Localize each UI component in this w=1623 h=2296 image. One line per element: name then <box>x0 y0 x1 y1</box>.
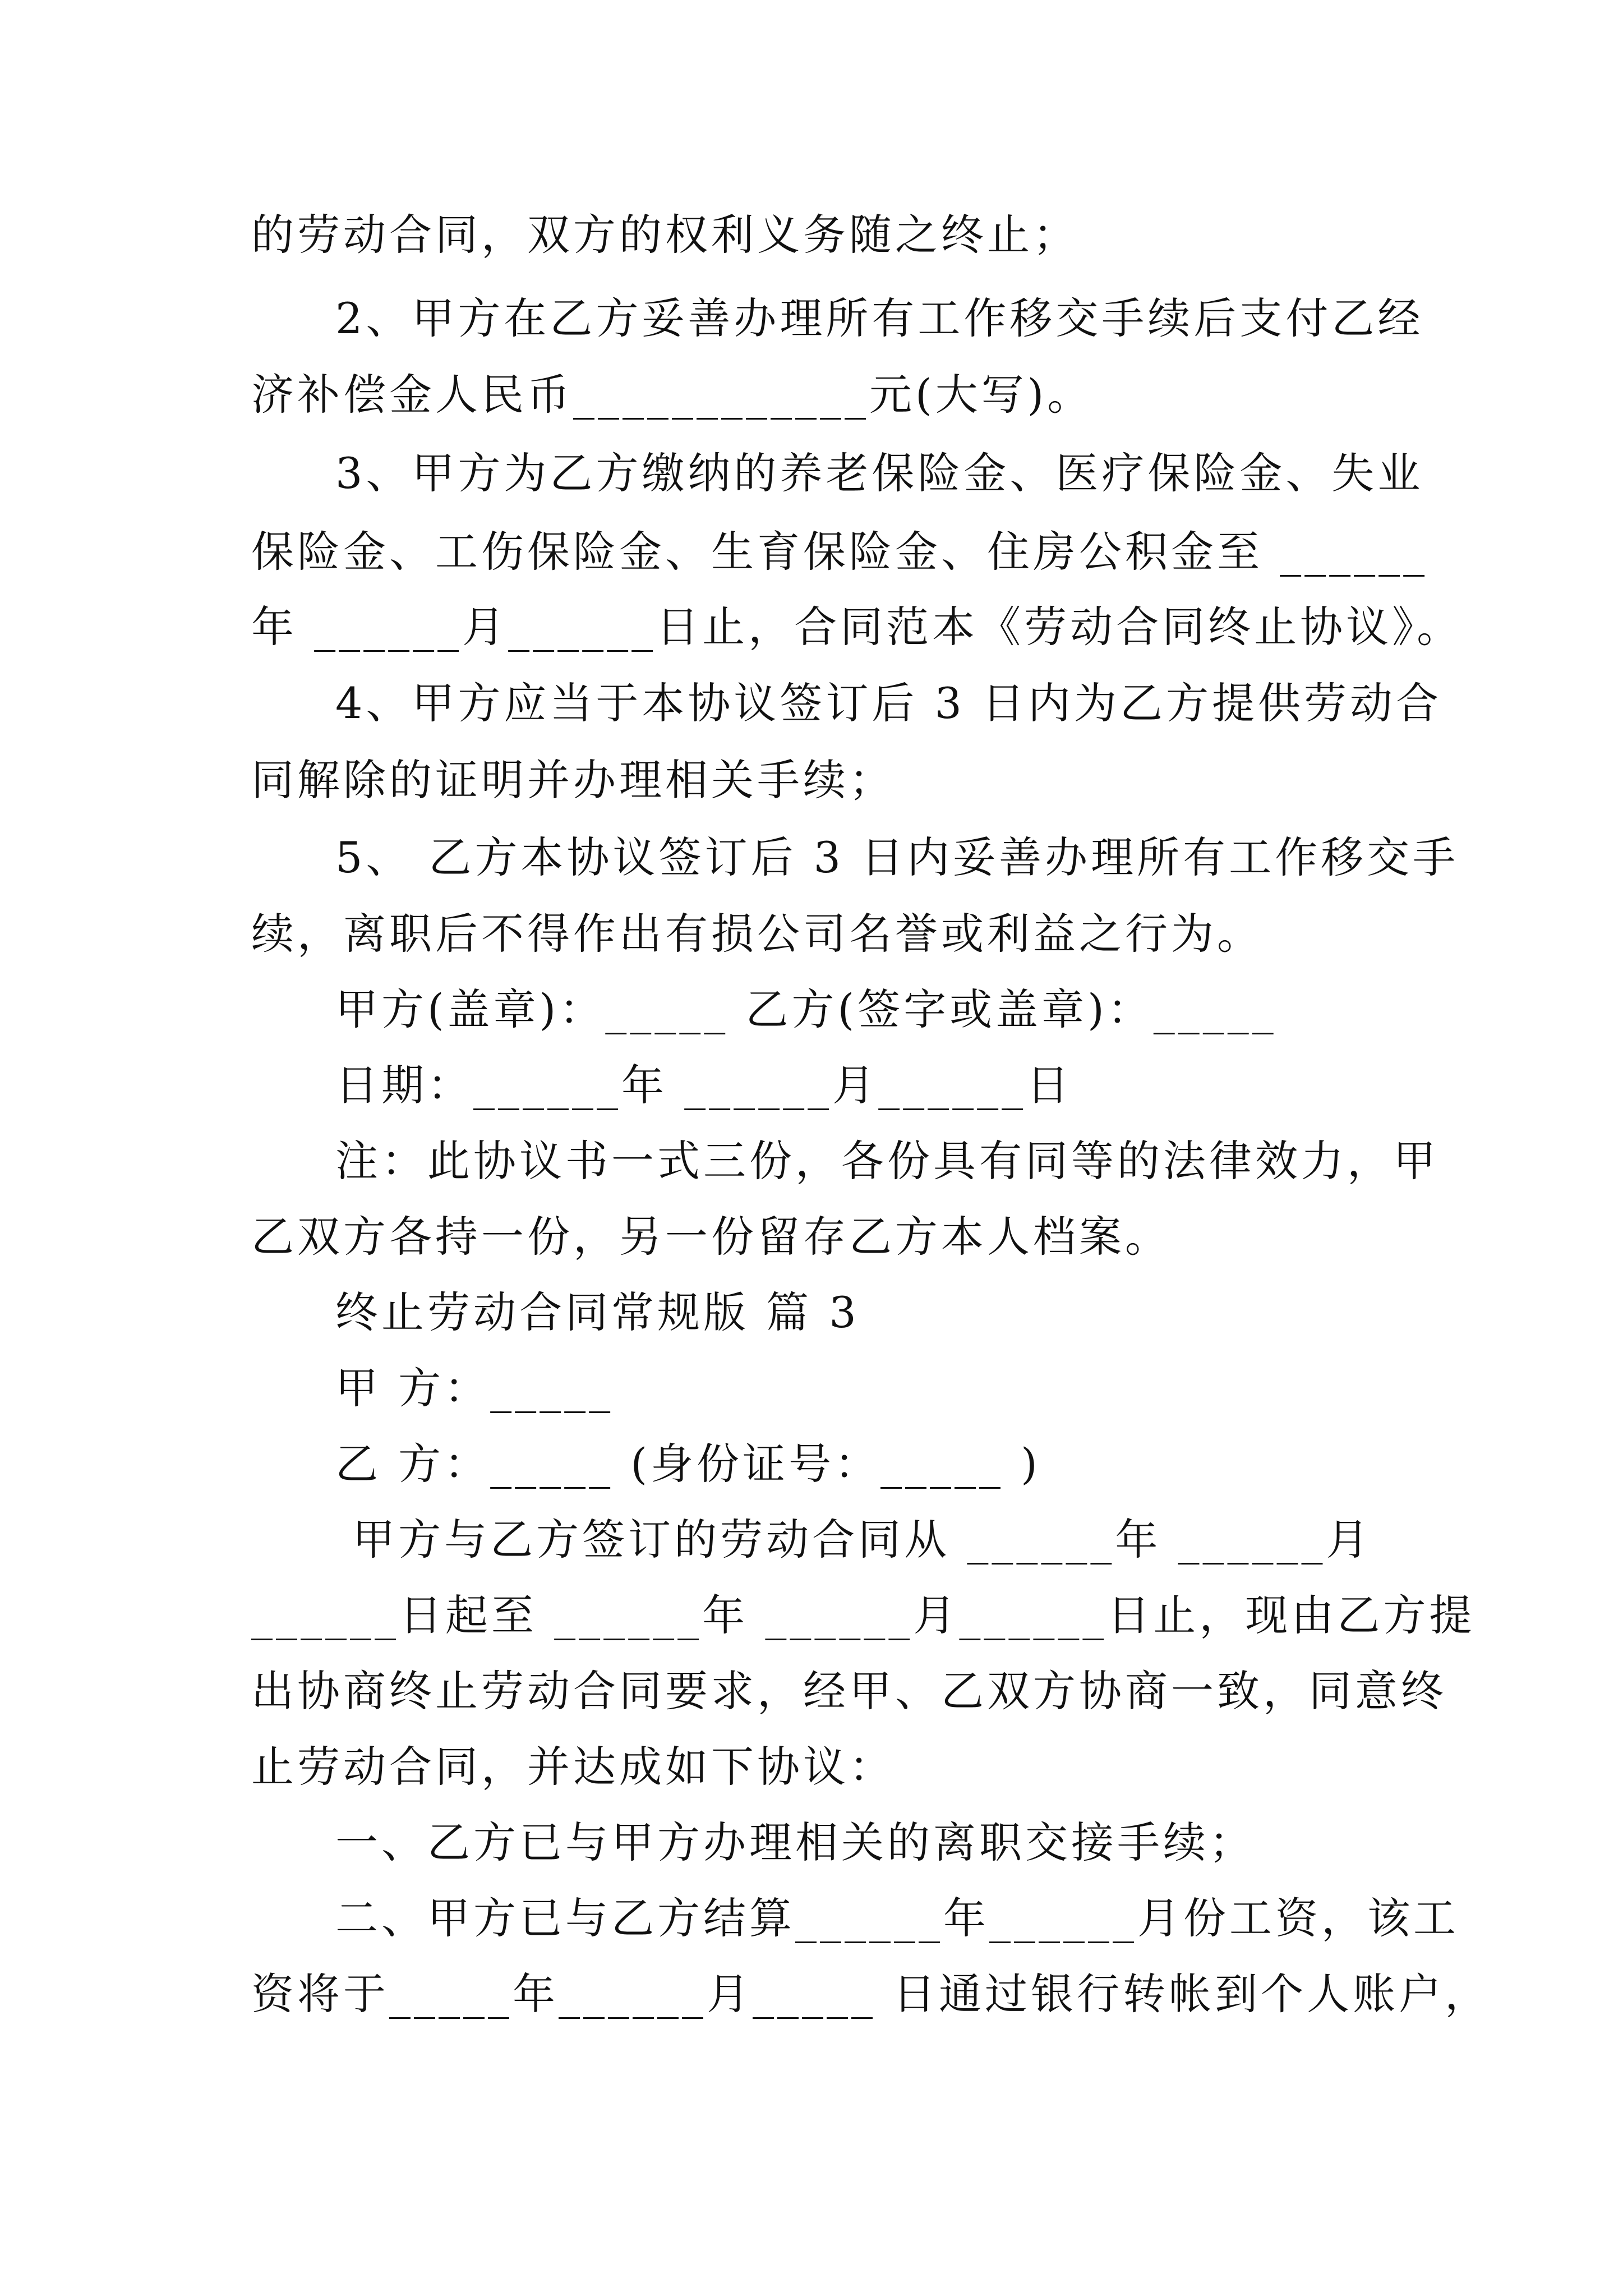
agreement-item-2-line-1: 二、甲方已与乙方结算______年______月份工资，该工 <box>335 1893 1459 1943</box>
clause-4-line-1: 4、甲方应当于本协议签订后 3 日内为乙方提供劳动合 <box>335 678 1442 728</box>
party-a-line: 甲 方：_____ <box>335 1363 614 1413</box>
note-line-2: 乙双方各持一份，另一份留存乙方本人档案。 <box>251 1212 1171 1262</box>
clause-2-line-1: 2、甲方在乙方妥善办理所有工作移交手续后支付乙经 <box>335 293 1424 343</box>
signature-line: 甲方(盖章)：_____ 乙方(签字或盖章)：_____ <box>335 984 1277 1034</box>
section-heading: 终止劳动合同常规版 篇 3 <box>335 1287 860 1337</box>
agreement-item-2-line-2: 资将于_____年______月_____ 日通过银行转帐到个人账户， <box>251 1969 1491 2019</box>
clause-4-line-2: 同解除的证明并办理相关手续； <box>251 755 895 805</box>
clause-3-line-3: 年 ______月______日止，合同范本《劳动合同终止协议》。 <box>251 602 1463 652</box>
note-line-1: 注：此协议书一式三份，各份具有同等的法律效力，甲 <box>335 1136 1439 1186</box>
clause-3-line-2: 保险金、工伤保险金、生育保险金、住房公积金至 ______ <box>251 527 1428 577</box>
party-b-line: 乙 方：_____ (身份证号：_____ ) <box>335 1439 1041 1489</box>
contract-intro-line-2: ______日起至 ______年 ______月______日止，现由乙方提 <box>251 1590 1476 1640</box>
clause-2-line-2: 济补偿金人民币____________元(大写)。 <box>251 370 1094 420</box>
clause-3-line-1: 3、甲方为乙方缴纳的养老保险金、医疗保险金、失业 <box>335 448 1424 498</box>
text-line: 的劳动合同，双方的权利义务随之终止； <box>251 210 1079 260</box>
clause-5-line-2: 续，离职后不得作出有损公司名誉或利益之行为。 <box>251 909 1263 959</box>
contract-intro-line-3: 出协商终止劳动合同要求，经甲、乙双方协商一致，同意终 <box>251 1666 1447 1716</box>
date-line: 日期：______年 ______月______日 <box>335 1060 1073 1110</box>
clause-5-line-1: 5、 乙方本协议签订后 3 日内妥善办理所有工作移交手 <box>335 832 1459 882</box>
agreement-item-1: 一、乙方已与甲方办理相关的离职交接手续； <box>335 1818 1255 1867</box>
contract-intro-line-1: 甲方与乙方签订的劳动合同从 ______年 ______月 <box>335 1515 1372 1565</box>
contract-intro-line-4: 止劳动合同，并达成如下协议： <box>251 1742 895 1792</box>
